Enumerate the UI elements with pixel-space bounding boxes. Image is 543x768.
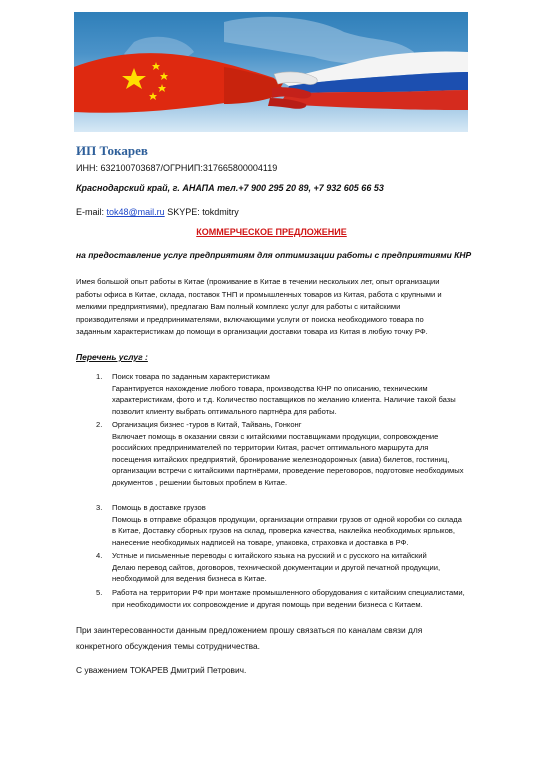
offer-title: КОММЕРЧЕСКОЕ ПРЕДЛОЖЕНИЕ [196,227,347,237]
closing-line: конкретного обсуждения темы сотрудничества. [76,640,260,651]
offer-subtitle: на предоставление услуг предприятиям для оптимизации работы с предприятиями КНР [76,250,472,260]
service-line: позволит клиенту выбрать оптимального партнёра для работы. [112,406,337,416]
service-number: 4. [96,551,103,560]
address-phones: Краснодарский край, г. АНАПА тел.+7 900 295 20 89, +7 932 605 66 53 [76,183,384,193]
service-line: посещения китайских предприятий, бронирование железнодорожных (авиа) билетов, гостиниц, [112,454,450,464]
signoff: С уважением ТОКАРЕВ Дмитрий Петрович. [76,665,247,675]
intro-paragraph [76,276,496,339]
service-line: Делаю перевод сайтов, договоров, технической документации и другой печатной продукции, [112,562,441,572]
service-line: в Китае, Доставку сборных грузов на склад, проверка качества, наклейка необходимых ярлыков, [112,526,455,536]
closing-line: При заинтересованности данным предложением прошу связаться по каналам связи для [76,625,423,635]
service-title: Поиск товара по заданным характеристикам [112,372,270,381]
service-title: Устные и письменные переводы с китайского языка на русский и с русского на китайский [112,551,427,560]
contact-line [76,207,239,217]
company-name: ИП Токарев [76,143,148,158]
services-heading: Перечень услуг : [76,352,148,362]
service-title: Помощь в доставке грузов [112,503,206,512]
service-title: Организация бизнес -туров в Китай, Тайвань, Гонконг [112,420,302,429]
closing-paragraph [76,623,496,654]
service-number: 1. [96,372,103,381]
intro-line: мелкими предприятиями), предлагаю Вам полный комплекс услуг для работы с китайскими [76,302,401,311]
service-line: Гарантируется нахождение любого товара, производства КНР по описанию, техническим [112,383,428,393]
service-number: 5. [96,588,103,597]
service-line: Помощь в отправке образцов продукции, организации отправки грузов от одной коробки со склада [112,514,462,524]
intro-line: производителями и предпринимателями, включающими услуги от поиска необходимого товара по [76,314,424,324]
intro-line: Имея большой опыт работы в Китае (проживание в Китае в течении нескольких лет, опыт организации [76,277,440,286]
intro-line: работы офиса в Китае, склада, поставок ТНП и промышленных товаров из Китая, работа с крупными и [76,289,442,299]
service-title: Работа на территории РФ при монтаже промышленного оборудования с китайским специалистами, [112,588,465,597]
inn-ogrnip: ИНН: 632100703687/ОГРНИП:317665800004119 [76,163,278,173]
service-line: документов , решении бытовых проблем в Китае. [112,477,288,487]
email-label: E-mail: [76,207,107,217]
service-number: 3. [96,503,103,512]
service-line: при необходимости их сопровождение и другая помощь при ведении бизнеса с Китаем. [112,599,423,609]
email-link[interactable]: tok48@mail.ru [106,207,165,217]
service-line: организации встречи с китайскими партнёрами, проведение переговоров, подготовке необходимых [112,466,464,476]
service-number: 2. [96,420,103,429]
service-line: российских предпринимателей по территории Китая, расчет оптимального маршрута для [112,443,429,453]
service-line: нанесение необходимых надписей на товаре, упаковка, страховка и доставка в РФ. [112,537,409,547]
skype-handle: SKYPE: tokdmitry [164,207,239,217]
service-line: характеристикам, фото и т.д. Количество поставщиков по желанию клиента. Наличие такой базы [112,395,456,405]
service-line: Включает помощь в оказании связи с китайскими поставщиками продукции, сопровождение [112,431,439,441]
handshake-flags-image [74,12,468,132]
service-line: необходимой для ведения бизнеса в Китае. [112,574,267,584]
handshake-illustration [74,12,468,132]
intro-line: заданным характеристикам до помощи в организации доставки товара из Китая в любую точку РФ. [76,327,428,336]
